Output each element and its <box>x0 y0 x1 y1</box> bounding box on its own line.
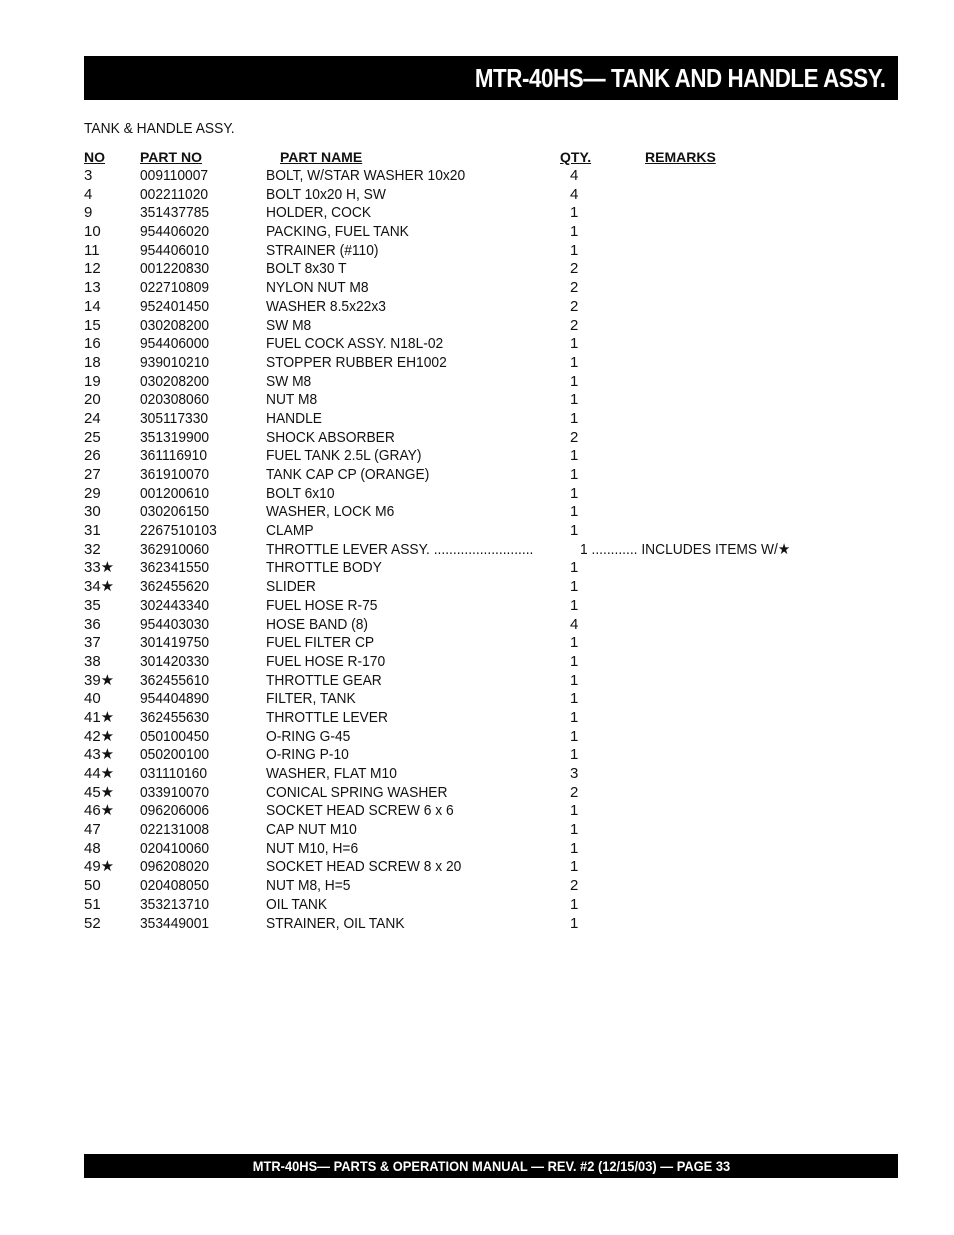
table-row <box>84 223 814 242</box>
part-number-index: 26 <box>84 447 101 465</box>
table-row <box>84 503 814 522</box>
part-number-index: 35 <box>84 596 101 614</box>
part-number-index: 15 <box>84 316 101 334</box>
part-number: 001200610 <box>140 484 210 502</box>
part-number-index: 12 <box>84 260 101 278</box>
part-number-index: 32 <box>84 540 101 558</box>
quantity: 1 <box>570 372 579 390</box>
part-name: FUEL HOSE R-75 <box>266 596 378 614</box>
table-row <box>84 840 814 859</box>
table-row <box>84 242 814 261</box>
part-name: NUT M10, H=6 <box>266 839 359 857</box>
quantity: 1 <box>570 503 579 521</box>
part-number-index: 36 <box>84 615 101 633</box>
column-header-part-no: PART NO <box>140 149 202 165</box>
table-row <box>84 578 814 597</box>
part-number: 301419750 <box>140 634 210 652</box>
part-number-index: 33★ <box>84 559 115 577</box>
quantity: 2 <box>570 428 579 446</box>
part-name: TANK CAP CP (ORANGE) <box>266 466 430 483</box>
part-name: THROTTLE GEAR <box>266 671 382 689</box>
part-number-index: 50 <box>84 877 101 895</box>
quantity: 1 <box>570 895 579 913</box>
quantity: 1 <box>570 821 579 839</box>
part-number-index: 18 <box>84 353 101 371</box>
quantity: 1 <box>570 671 579 689</box>
table-row <box>84 186 814 205</box>
part-name: SW M8 <box>266 372 312 390</box>
table-row <box>84 877 814 896</box>
part-number-index: 16 <box>84 335 101 353</box>
part-number-index: 45★ <box>84 783 115 801</box>
quantity: 1 <box>570 727 579 745</box>
part-number: 954406010 <box>140 241 210 259</box>
table-row <box>84 690 814 709</box>
quantity: 1 <box>570 223 579 241</box>
part-number: 030208200 <box>140 316 210 334</box>
part-name: WASHER 8.5x22x3 <box>266 297 386 315</box>
part-number-index: 51 <box>84 895 101 913</box>
quantity: 4 <box>570 185 579 203</box>
part-number: 954406000 <box>140 335 210 353</box>
quantity: 1 <box>570 353 579 371</box>
part-number: 954406020 <box>140 223 210 241</box>
part-number-index: 30 <box>84 503 101 521</box>
quantity: 1 <box>570 559 579 577</box>
table-row <box>84 204 814 223</box>
part-number-index: 34★ <box>84 578 115 596</box>
part-name: WASHER, LOCK M6 <box>266 503 395 521</box>
quantity: 1 <box>570 746 579 764</box>
part-number: 954403030 <box>140 615 210 633</box>
part-name: BOLT 8x30 T <box>266 260 347 278</box>
part-number-index: 42★ <box>84 727 115 745</box>
part-name: NUT M8 <box>266 391 318 409</box>
table-row <box>84 634 814 653</box>
page-title: MTR-40HS— TANK AND HANDLE ASSY. <box>475 62 886 93</box>
table-row <box>84 784 814 803</box>
part-number: 361116910 <box>140 447 208 465</box>
quantity: 1 <box>570 447 579 465</box>
part-number-index: 46★ <box>84 802 115 820</box>
table-row <box>84 335 814 354</box>
part-name: SHOCK ABSORBER <box>266 428 395 446</box>
part-number-index: 43★ <box>84 746 115 764</box>
part-number: 096206006 <box>140 802 210 820</box>
table-row <box>84 541 814 560</box>
part-number-index: 9 <box>84 204 93 222</box>
part-number: 353213710 <box>140 895 210 913</box>
table-row <box>84 447 814 466</box>
table-row <box>84 653 814 672</box>
part-number: 001220830 <box>140 260 210 278</box>
table-row <box>84 522 814 541</box>
part-name: PACKING, FUEL TANK <box>266 223 409 241</box>
quantity: 2 <box>570 877 579 895</box>
part-number-index: 31 <box>84 522 101 540</box>
part-name: FUEL HOSE R-170 <box>266 652 386 670</box>
part-name: HOSE BAND (8) <box>266 615 368 633</box>
part-name: O-RING P-10 <box>266 746 349 764</box>
part-number: 022131008 <box>140 821 210 839</box>
part-number-index: 29 <box>84 484 101 502</box>
quantity: 1 <box>570 596 579 614</box>
table-row <box>84 466 814 485</box>
part-number: 031110160 <box>140 765 208 782</box>
table-row <box>84 391 814 410</box>
part-number: 020308060 <box>140 391 210 409</box>
part-number: 362455630 <box>140 708 210 726</box>
part-name: STRAINER, OIL TANK <box>266 914 405 932</box>
part-number: 362341550 <box>140 559 210 577</box>
part-name: THROTTLE LEVER <box>266 708 388 726</box>
part-name: BOLT 10x20 H, SW <box>266 185 386 203</box>
part-number: 022710809 <box>140 279 210 297</box>
table-row <box>84 765 814 784</box>
part-number: 351437785 <box>140 204 210 222</box>
part-number: 020408050 <box>140 877 210 895</box>
part-number-index: 47 <box>84 821 101 839</box>
part-number: 362455620 <box>140 578 210 596</box>
part-number-index: 13 <box>84 279 101 297</box>
part-name: SOCKET HEAD SCREW 8 x 20 <box>266 858 462 876</box>
quantity: 1 <box>570 484 579 502</box>
part-number: 030208200 <box>140 372 210 390</box>
part-number-index: 38 <box>84 652 101 670</box>
part-name: THROTTLE BODY <box>266 559 382 577</box>
quantity: 4 <box>570 615 579 633</box>
column-header-remarks: REMARKS <box>645 149 716 165</box>
part-number-index: 52 <box>84 914 101 932</box>
table-row <box>84 746 814 765</box>
quantity: 1 <box>570 466 579 483</box>
table-header <box>84 149 804 167</box>
table-row <box>84 728 814 747</box>
part-name: STOPPER RUBBER EH1002 <box>266 353 447 371</box>
quantity: 1 <box>570 409 579 427</box>
part-number-index: 20 <box>84 391 101 409</box>
part-name: CAP NUT M10 <box>266 821 357 839</box>
part-number-index: 37 <box>84 634 101 652</box>
part-number-index: 49★ <box>84 858 115 876</box>
quantity: 1 <box>570 634 579 652</box>
quantity: 1 <box>570 578 579 596</box>
quantity: 1 <box>570 708 579 726</box>
part-number: 302443340 <box>140 596 210 614</box>
part-name: FUEL FILTER CP <box>266 634 375 652</box>
section-title: TANK & HANDLE ASSY. <box>84 120 235 137</box>
page-header-bar <box>84 56 898 100</box>
part-number-index: 14 <box>84 297 101 315</box>
part-number: 939010210 <box>140 353 210 371</box>
part-number-index: 19 <box>84 372 101 390</box>
table-row <box>84 616 814 635</box>
quantity: 2 <box>570 260 579 278</box>
part-name: SW M8 <box>266 316 312 334</box>
part-name: NYLON NUT M8 <box>266 279 369 297</box>
table-row <box>84 821 814 840</box>
part-number: 020410060 <box>140 839 210 857</box>
table-row <box>84 802 814 821</box>
part-name: WASHER, FLAT M10 <box>266 765 397 782</box>
part-number: 301420330 <box>140 652 210 670</box>
part-name: BOLT, W/STAR WASHER 10x20 <box>266 167 466 184</box>
part-name: SLIDER <box>266 578 316 596</box>
table-row <box>84 354 814 373</box>
part-name: STRAINER (#110) <box>266 241 379 259</box>
part-name: THROTTLE LEVER ASSY. .......................... <box>266 540 534 558</box>
quantity: 1 <box>570 204 579 222</box>
part-number: 351319900 <box>140 428 210 446</box>
part-number-index: 25 <box>84 428 101 446</box>
part-number: 009110007 <box>140 167 209 184</box>
quantity: 3 <box>570 765 579 782</box>
part-number: 362455610 <box>140 671 210 689</box>
quantity: 2 <box>570 316 579 334</box>
table-row <box>84 915 814 934</box>
part-number: 362910060 <box>140 540 210 558</box>
table-row <box>84 597 814 616</box>
quantity: 2 <box>570 783 579 801</box>
part-number: 353449001 <box>140 914 210 932</box>
table-row <box>84 410 814 429</box>
table-row <box>84 260 814 279</box>
quantity: 4 <box>570 167 579 184</box>
column-header-qty: QTY. <box>560 149 592 165</box>
part-number-index: 44★ <box>84 765 115 782</box>
part-number: 096208020 <box>140 858 210 876</box>
part-number: 033910070 <box>140 783 210 801</box>
table-row <box>84 298 814 317</box>
part-name: CONICAL SPRING WASHER <box>266 783 448 801</box>
part-number: 050100450 <box>140 727 210 745</box>
part-name: FILTER, TANK <box>266 690 356 708</box>
part-number: 952401450 <box>140 297 210 315</box>
part-name: CLAMP <box>266 522 314 540</box>
quantity: 1 <box>570 802 579 820</box>
parts-table-body <box>84 167 814 933</box>
part-number-index: 41★ <box>84 708 115 726</box>
part-name: SOCKET HEAD SCREW 6 x 6 <box>266 802 454 820</box>
quantity: 1 <box>570 839 579 857</box>
table-row <box>84 709 814 728</box>
part-number-index: 3 <box>84 167 93 184</box>
table-row <box>84 559 814 578</box>
table-row <box>84 167 814 186</box>
quantity: 1 <box>570 652 579 670</box>
quantity: 1 <box>570 858 579 876</box>
table-row <box>84 896 814 915</box>
table-row <box>84 485 814 504</box>
part-number-index: 40 <box>84 690 101 708</box>
part-name: FUEL COCK ASSY. N18L-02 <box>266 335 444 353</box>
part-number: 2267510103 <box>140 522 217 540</box>
table-row <box>84 672 814 691</box>
part-number-index: 4 <box>84 185 93 203</box>
part-number: 030206150 <box>140 503 210 521</box>
part-number: 954404890 <box>140 690 210 708</box>
quantity: 1 <box>570 690 579 708</box>
part-number: 050200100 <box>140 746 210 764</box>
page-footer-bar <box>84 1154 898 1178</box>
quantity: 1 <box>570 335 579 353</box>
quantity: 1 <box>570 914 579 932</box>
part-name: HANDLE <box>266 409 322 427</box>
table-row <box>84 317 814 336</box>
part-number-index: 11 <box>84 241 100 259</box>
table-row <box>84 858 814 877</box>
part-name: OIL TANK <box>266 895 328 913</box>
remarks: 1 ............ INCLUDES ITEMS W/★ <box>580 540 791 558</box>
part-number-index: 10 <box>84 223 101 241</box>
footer-text: MTR-40HS— PARTS & OPERATION MANUAL — REV. #2 (12/15/03) — PAGE 33 <box>252 1158 730 1174</box>
part-number: 002211020 <box>140 185 209 203</box>
part-number: 361910070 <box>140 466 210 483</box>
table-row <box>84 373 814 392</box>
part-number-index: 27 <box>84 466 101 483</box>
column-header-no: NO <box>84 149 105 165</box>
quantity: 1 <box>570 522 579 540</box>
part-number: 305117330 <box>140 409 209 427</box>
part-name: BOLT 6x10 <box>266 484 335 502</box>
table-row <box>84 429 814 448</box>
quantity: 2 <box>570 279 579 297</box>
quantity: 2 <box>570 297 579 315</box>
part-number-index: 24 <box>84 409 101 427</box>
quantity: 1 <box>570 241 579 259</box>
part-name: HOLDER, COCK <box>266 204 372 222</box>
part-name: O-RING G-45 <box>266 727 351 745</box>
quantity: 1 <box>570 391 579 409</box>
table-row <box>84 279 814 298</box>
part-number-index: 39★ <box>84 671 115 689</box>
part-name: FUEL TANK 2.5L (GRAY) <box>266 447 422 465</box>
part-number-index: 48 <box>84 839 101 857</box>
part-name: NUT M8, H=5 <box>266 877 351 895</box>
column-header-part-name: PART NAME <box>280 149 363 165</box>
